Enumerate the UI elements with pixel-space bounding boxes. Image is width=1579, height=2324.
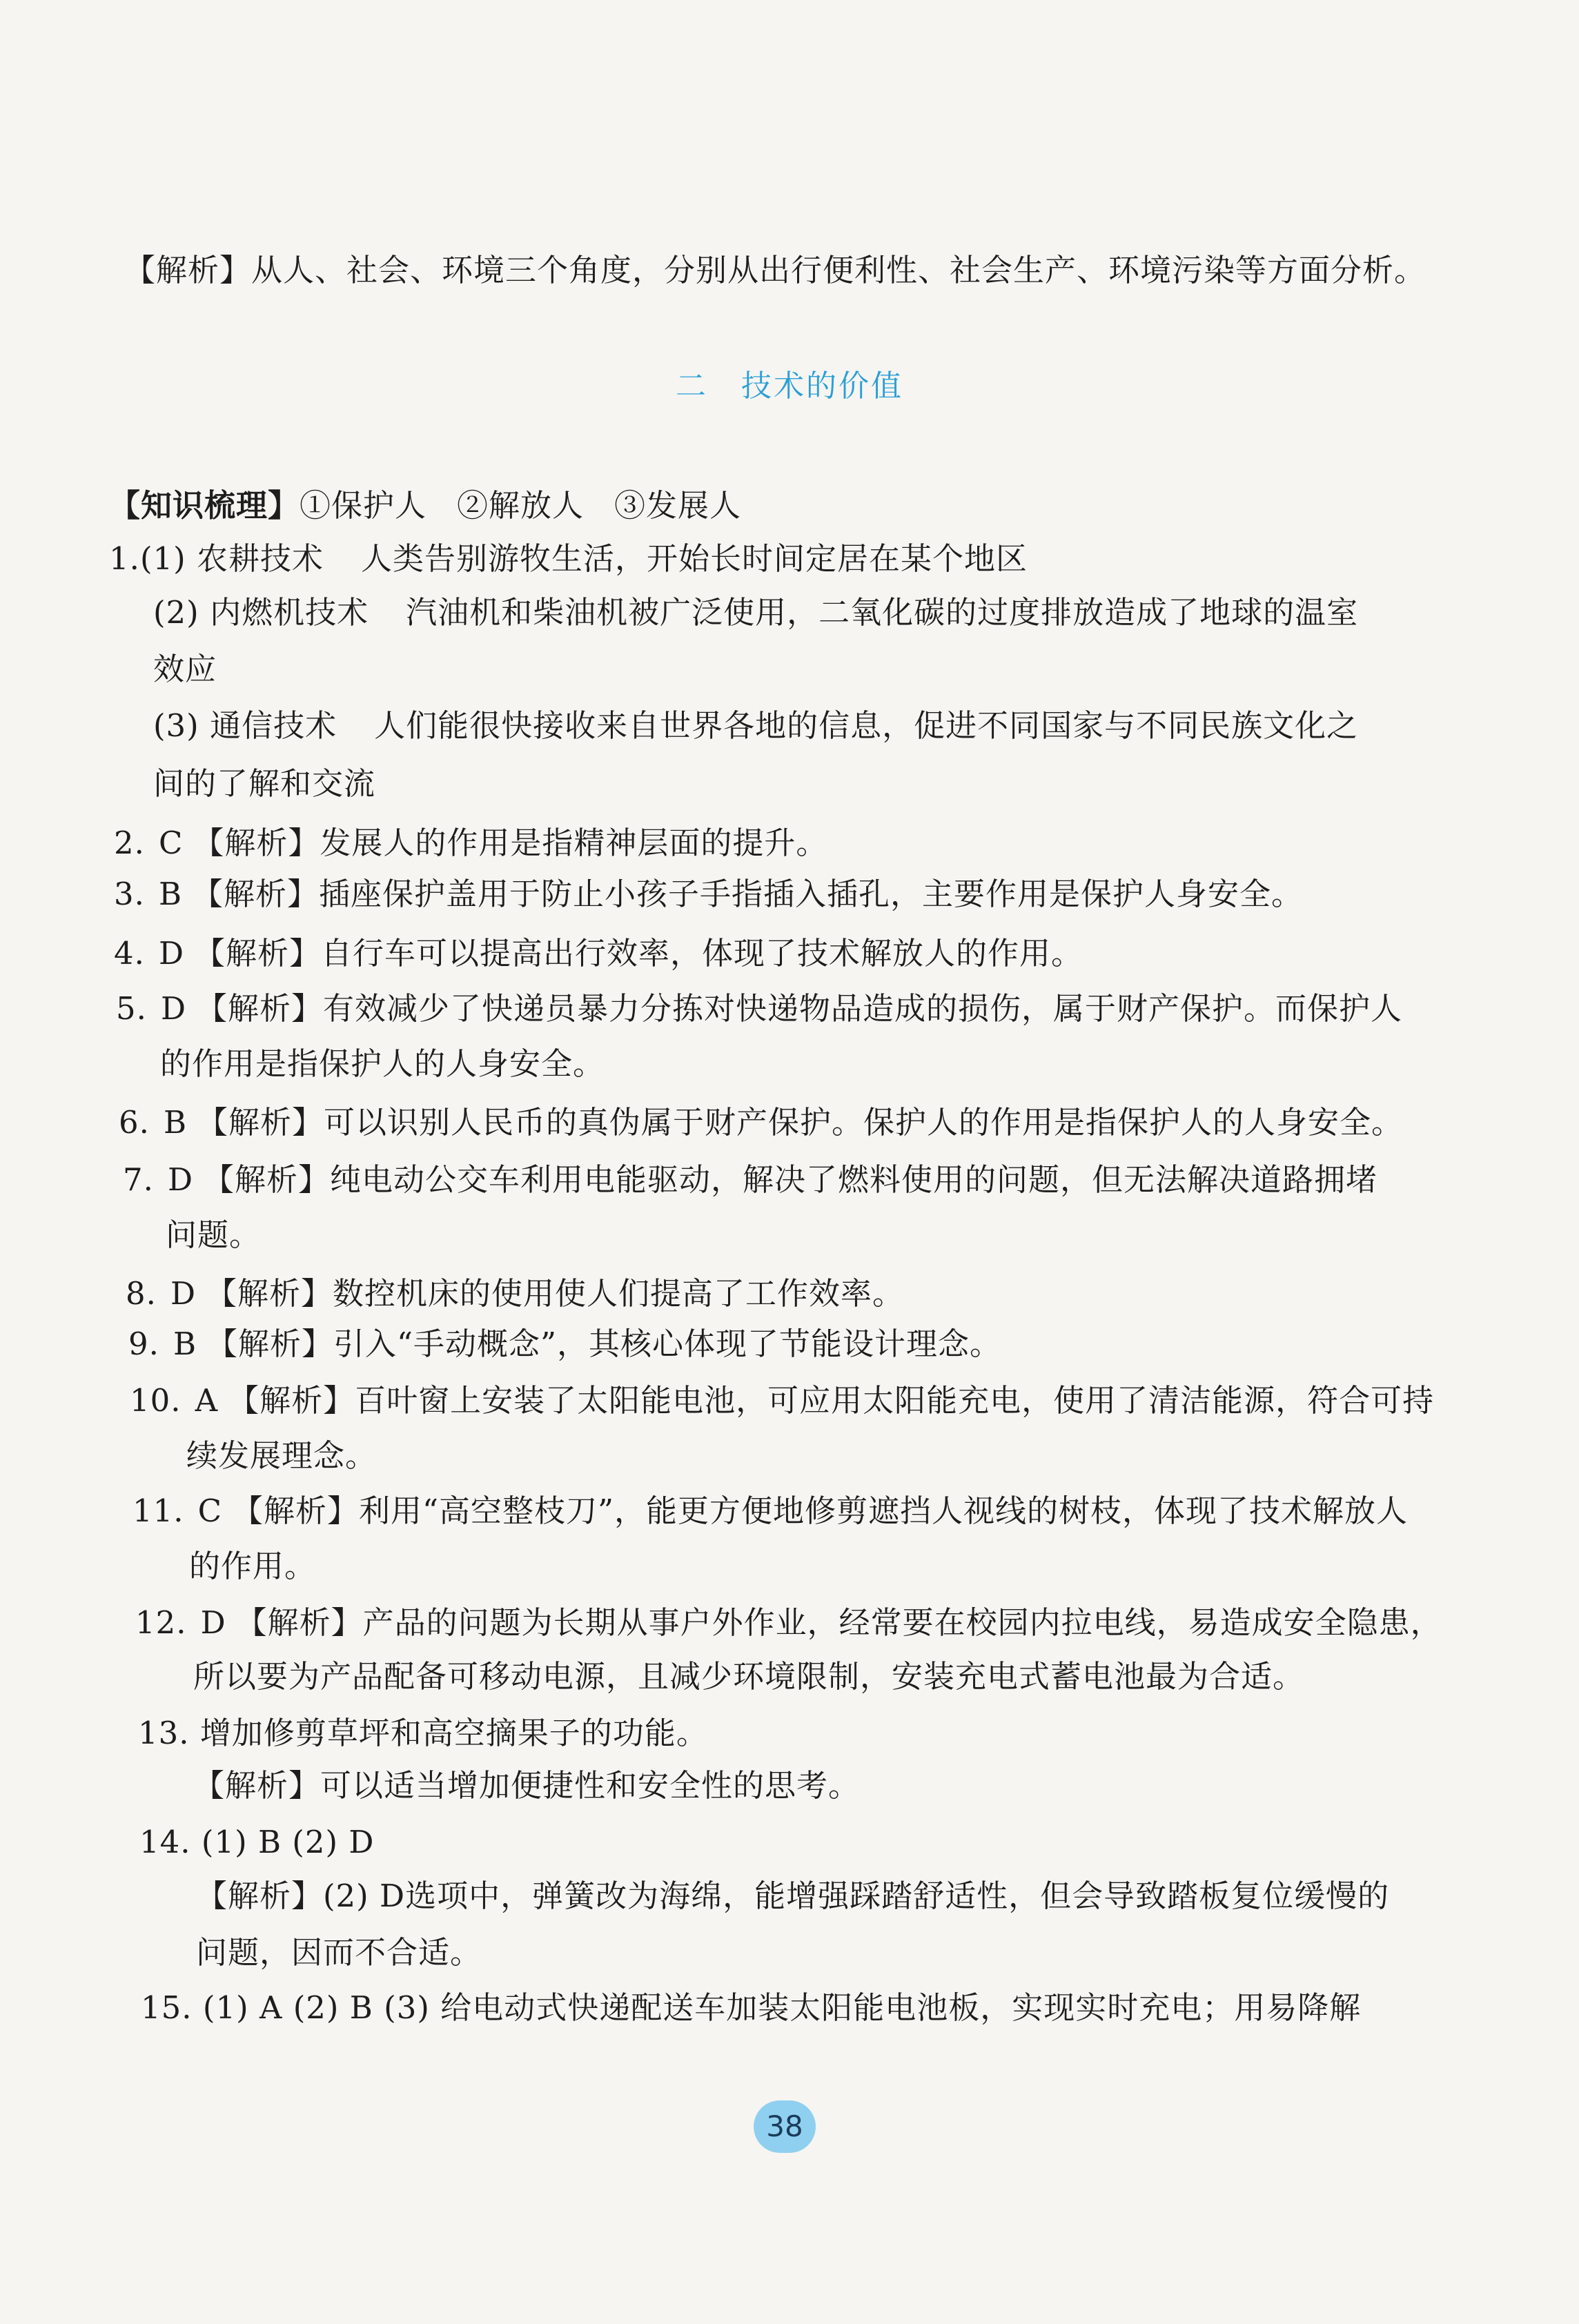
answer-row [135, 1602, 1442, 1644]
analysis-continuation: 的作用。 [189, 1548, 317, 1584]
part-desc: 人类告别游牧生活，开始长时间定居在某个地区 [361, 540, 1028, 577]
question-number: 11. [133, 1493, 184, 1529]
analysis-text: 【解析】可以识别人民币的真伪属于财产保护。保护人的作用是指保护人的人身安全。 [197, 1104, 1404, 1141]
question-1-part-3-cont: 间的了解和交流 [153, 765, 376, 802]
analysis-continuation: 问题，因而不合适。 [196, 1934, 482, 1971]
answer-row [133, 1490, 1408, 1532]
answer-letter: D [170, 1275, 197, 1312]
question-number: 2. [114, 825, 145, 861]
answer-letter: A [195, 1382, 219, 1419]
part-tag: (1) [139, 540, 186, 577]
question-1-part-2-cont: 效应 [153, 651, 217, 687]
part-term: 通信技术 [210, 707, 337, 744]
analysis-text: 【解析】产品的问题为长期从事户外作业，经常要在校园内拉电线，易造成安全隐患， [235, 1604, 1442, 1641]
analysis-continuation: 的作用是指保护人的人身安全。 [160, 1045, 605, 1082]
section-title [0, 366, 1579, 407]
question-14 [139, 1822, 374, 1863]
part-desc: 人们能很快接收来自世界各地的信息，促进不同国家与不同民族文化之 [374, 707, 1359, 744]
page-number-badge: 38 [754, 2100, 816, 2153]
answer-letter: B [173, 1326, 197, 1362]
section-number: 二 [676, 368, 708, 404]
question-number: 6. [119, 1104, 150, 1141]
part-tag: (3) [153, 707, 199, 744]
knowledge-item: ①保护人 [300, 487, 427, 524]
analysis-text: 【解析】发展人的作用是指精神层面的提升。 [193, 825, 828, 861]
analysis-continuation: 续发展理念。 [186, 1437, 377, 1474]
analysis-text: 【解析】插座保护盖用于防止小孩子手指插入插孔，主要作用是保护人身安全。 [192, 876, 1304, 912]
question-number: 4. [114, 935, 145, 972]
question-1-part-2 [153, 592, 1358, 633]
question-13 [138, 1713, 708, 1754]
part-term: 内燃机技术 [210, 594, 369, 631]
analysis-text: 【解析】可以适当增加便捷性和安全性的思考。 [193, 1767, 861, 1804]
analysis-text: 【解析】(2) D选项中，弹簧改为海绵，能增强踩踏舒适性，但会导致踏板复位缓慢的 [196, 1878, 1390, 1914]
analysis-text: 【解析】引入“手动概念”，其核心体现了节能设计理念。 [206, 1326, 1002, 1362]
intro-analysis: 【解析】从人、社会、环境三个角度，分别从出行便利性、社会生产、环境污染等方面分析。 [124, 252, 1426, 288]
answer-letter: D [160, 990, 187, 1027]
analysis-continuation: 问题。 [166, 1217, 262, 1253]
question-number: 10. [130, 1382, 182, 1419]
analysis-text: 【解析】百叶窗上安装了太阳能电池，可应用太阳能充电，使用了清洁能源，符合可持 [228, 1382, 1435, 1419]
question-number: 8. [126, 1275, 157, 1312]
question-1-part-3 [153, 705, 1358, 747]
analysis-text: 【解析】有效减少了快递员暴力分拣对快递物品造成的损伤，属于财产保护。而保护人 [196, 990, 1403, 1027]
question-number: 15. [141, 1989, 193, 2026]
question-number: 9. [128, 1326, 159, 1362]
question-number: 12. [135, 1604, 187, 1641]
answer-row [126, 1273, 904, 1314]
answer-letter: D [200, 1604, 226, 1641]
answer-letter: B [163, 1104, 188, 1141]
analysis-text: 【解析】自行车可以提高出行效率，体现了技术解放人的作用。 [194, 935, 1083, 972]
section-text: 技术的价值 [741, 368, 903, 404]
answer-letter: B [158, 876, 183, 912]
question-number: 3. [114, 876, 145, 912]
knowledge-item: ③发展人 [614, 487, 742, 524]
part-term: 农耕技术 [197, 540, 324, 577]
answer-text: (1) B (2) D [201, 1824, 375, 1860]
answer-letter: D [167, 1161, 194, 1198]
answer-row [128, 1323, 1001, 1365]
analysis-text: 【解析】数控机床的使用使人们提高了工作效率。 [206, 1275, 905, 1312]
answer-letter: C [158, 825, 184, 861]
question-number: 1. [109, 540, 140, 577]
part-tag: (2) [153, 594, 199, 631]
question-15 [141, 1987, 1361, 2029]
answer-letter: D [158, 935, 185, 972]
answer-row [130, 1380, 1434, 1421]
answer-row [114, 874, 1303, 915]
answer-row [116, 988, 1402, 1030]
answer-letter: C [197, 1493, 223, 1529]
answer-text: (1) A (2) B (3) 给电动式快递配送车加装太阳能电池板，实现实时充电；用易降解 [202, 1989, 1362, 2026]
answer-row [119, 1102, 1403, 1143]
analysis-continuation: 所以要为产品配备可移动电源，且减少环境限制，安装充电式蓄电池最为合适。 [193, 1658, 1305, 1695]
question-number: 7. [123, 1161, 154, 1198]
answer-row [114, 823, 827, 864]
part-desc: 汽油机和柴油机被广泛使用，二氧化碳的过度排放造成了地球的温室 [406, 594, 1359, 631]
question-number: 5. [116, 990, 147, 1027]
question-number: 14. [139, 1824, 191, 1860]
knowledge-summary [109, 485, 741, 526]
analysis-text: 【解析】纯电动公交车利用电能驱动，解决了燃料使用的问题，但无法解决道路拥堵 [203, 1161, 1378, 1198]
question-number: 13. [138, 1715, 190, 1751]
answer-text: 增加修剪草坪和高空摘果子的功能。 [199, 1715, 708, 1751]
answer-row [114, 933, 1083, 974]
question-1-part-1 [109, 538, 1028, 580]
knowledge-item: ②解放人 [457, 487, 585, 524]
analysis-text: 【解析】利用“高空整枝刀”，能更方便地修剪遮挡人视线的树枝，体现了技术解放人 [232, 1493, 1409, 1529]
knowledge-label: 【知识梳理】 [109, 487, 300, 524]
answer-row [123, 1159, 1377, 1201]
